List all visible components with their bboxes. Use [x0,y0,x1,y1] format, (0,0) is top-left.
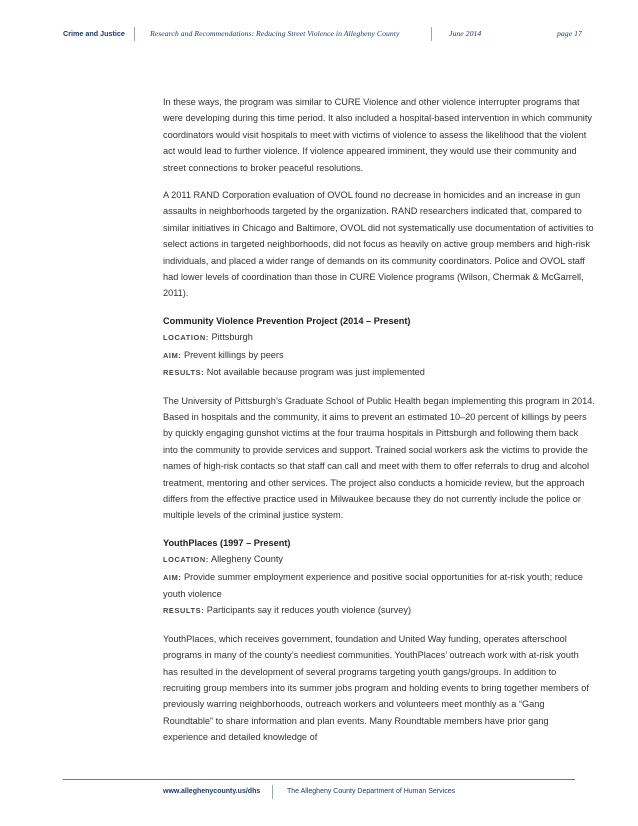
aim-line [163,347,595,364]
results-value: Participants say it reduces youth violence (survey) [206,605,412,616]
aim-line [163,569,595,603]
aim-label: AIM: [163,350,182,360]
results-value: Not available because program was just implemented [206,367,425,378]
header-divider [431,27,432,41]
document-title: Research and Recommendations: Reducing Street Violence in Allegheny County [150,29,400,38]
program-details [163,551,595,620]
body-paragraph: A 2011 RAND Corporation evaluation of OVOL found no decrease in homicides and an increase in gun assaults in neighborhoods targeted by the organization. RAND researchers indicated that, compared to similar initiatives in Chicago and Baltimore, OVOL did not systematically use documentation of activities to select actions in targeted neighborhoods, did not focus as heavily on active group members and high-risk individuals, and placed a wider range of demands on its community coordinators. Police and OVOL staff had lower levels of coordination than those in CURE Violence programs (Wilson, Chermak & McGarrell, 2011). [163,190,594,299]
header-divider [134,27,135,41]
results-line [163,602,595,619]
footer-url-link[interactable]: www.alleghenycounty.us/dhs [163,788,261,795]
location-label: LOCATION: [163,555,209,565]
results-label: RESULTS: [163,606,205,616]
aim-value: Prevent killings by peers [183,349,284,360]
aim-label: AIM: [163,572,182,582]
location-value: Pittsburgh [211,332,253,343]
body-paragraph: YouthPlaces, which receives government, foundation and United Way funding, operates afterschool programs in many of the county’s neediest communities. YouthPlaces’ outreach work with at-risk youth has resulted in the development of several programs targeting youth gangs/groups. In addition to recruiting group members into its summer jobs program and holding events to bring together members of previously warring neighborhoods, outreach workers and volunteers meet monthly as a “Gang Roundtable” to share information and plan events. Many Roundtable members have prior gang experience and detailed knowledge of [163,633,589,743]
results-line [163,364,595,381]
footer-divider [63,779,575,780]
program-heading: YouthPlaces (1997 – Present) [163,537,291,548]
location-value: Allegheny County [210,554,283,565]
section-name: Crime and Justice [63,29,125,38]
page-header [0,27,638,43]
footer-organization: The Allegheny County Department of Human Services [287,788,456,795]
body-paragraph: In these ways, the program was similar to CURE Violence and other violence interrupter programs that were developing during this time period. It also included a hospital-based intervention in which community coordinators would visit hospitals to meet with victims of violence to assess the likelihood that the violent act would lead to further violence. If violence appeared imminent, they would use their community and street connections to broker peaceful resolutions. [163,97,592,173]
program-details [163,329,595,381]
program-heading: Community Violence Prevention Project (2014 – Present) [163,315,411,326]
footer-separator [272,785,273,799]
page-number: page 17 [557,29,582,38]
location-label: LOCATION: [163,333,209,343]
document-date: June 2014 [449,29,482,38]
aim-value: Provide summer employment experience and positive social opportunities for at-risk youth; reduce youth violence [163,571,583,599]
location-line [163,329,595,346]
main-content [163,94,595,757]
body-paragraph: The University of Pittsburgh’s Graduate School of Public Health began implementing this program in 2014. Based in hospitals and the community, it aims to prevent an estimated 10–20 percent of killings by peers by quickly engaging gunshot victims at the four trauma hospitals in Pittsburgh and following them back into the community to provide services and support. Trained social workers ask the victims to provide the names of high-risk contacts so that staff can call and meet with them to offer referrals to drug and alcohol treatment, mentoring and other services. The project also conducts a homicide review, but the approach differs from the effective practice used in Milwaukee because they do not currently include the police or multiple levels of the criminal justice system. [163,395,595,521]
location-line [163,551,595,568]
results-label: RESULTS: [163,368,205,378]
